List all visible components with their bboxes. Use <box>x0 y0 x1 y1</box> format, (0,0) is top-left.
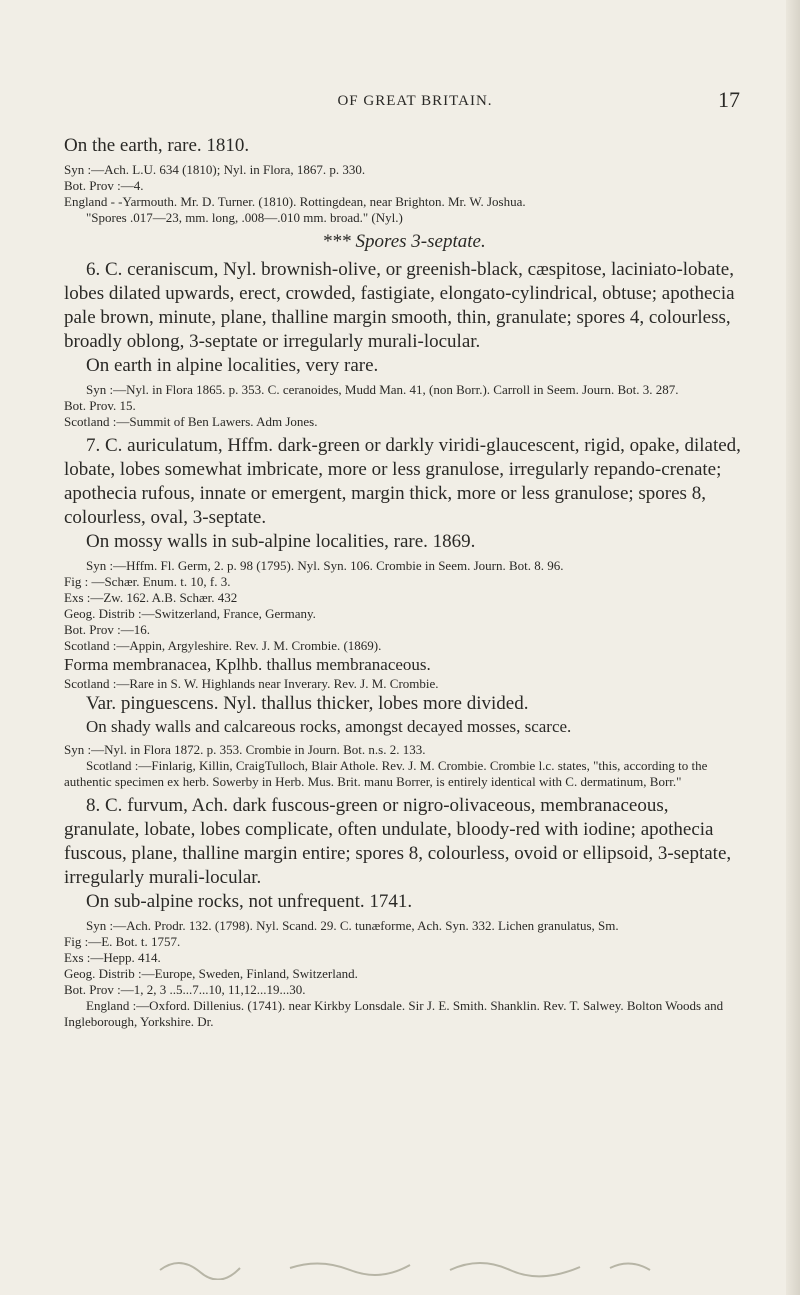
page-edge-shadow <box>786 0 800 1295</box>
species-7-forma: Forma membranacea, Kplhb. thallus membranaceous. <box>64 655 431 674</box>
species-8-england: England :—Oxford. Dillenius. (1741). near Kirkby Lonsdale. Sir J. E. Smith. Shanklin. Rev. T. Salwey. Bolton Woods and Ingleborough, Yorkshire. Dr. <box>64 998 724 1029</box>
species-8-habitat: On sub-alpine rocks, not unfrequent. 1741. <box>86 891 413 912</box>
running-title: OF GREAT BRITAIN. <box>337 93 493 109</box>
species-8-synonyms: Syn :—Ach. Prodr. 132. (1798). Nyl. Scand. 29. C. tunæforme, Ach. Syn. 332. Lichen granulatus, Sm. <box>86 918 619 933</box>
species-7-variety-scotland: Scotland :—Finlarig, Killin, CraigTulloch, Blair Athole. Rev. J. M. Crombie. Crombie l.c. states, "this, according to the authentic specimen ex herb. Sowerby in Herb. Mus. Brit. manu Borrer, is entirely identical with C. dermatinum, Borr." <box>64 758 708 789</box>
intro-england-localities: England - -Yarmouth. Mr. D. Turner. (1810). Rottingdean, near Brighton. Mr. W. Joshua. <box>64 194 526 209</box>
page-header <box>60 87 770 123</box>
section-subheading: *** Spores 3-septate. <box>322 231 486 252</box>
bleed-through-marks <box>150 1250 690 1280</box>
species-7-forma-scotland: Scotland :—Rare in S. W. Highlands near Inverary. Rev. J. M. Crombie. <box>64 676 439 691</box>
page-number: 17 <box>718 87 740 112</box>
species-7-scotland: Scotland :—Appin, Argyleshire. Rev. J. M. Crombie. (1869). <box>64 638 382 653</box>
species-6-habitat: On earth in alpine localities, very rare. <box>86 355 379 376</box>
species-8-description: 8. C. furvum, Ach. dark fuscous-green or nigro-olivaceous, membranaceous, granulate, lobate, lobes complicate, often undulate, bloody-red with iodine; apothecia fuscous, plane, thalline margin entire; spores 8, colourless, ovoid or ellipsoid, 3-septate, irregularly murali-locular. <box>64 795 732 888</box>
species-7-botanical-province: Bot. Prov :—16. <box>64 622 150 637</box>
intro-botanical-province: Bot. Prov :—4. <box>64 178 144 193</box>
species-6-botanical-province: Bot. Prov. 15. <box>64 398 136 413</box>
species-8-geographic-distribution: Geog. Distrib :—Europe, Sweden, Finland, Switzerland. <box>64 966 358 981</box>
intro-spores-quote: "Spores .017—23, mm. long, .008—.010 mm. broad." (Nyl.) <box>86 210 403 225</box>
species-7-geographic-distribution: Geog. Distrib :—Switzerland, France, Germany. <box>64 606 316 621</box>
species-7-variety-synonyms: Syn :—Nyl. in Flora 1872. p. 353. Crombie in Journ. Bot. n.s. 2. 133. <box>64 742 426 757</box>
species-8-exsiccatae: Exs :—Hepp. 414. <box>64 950 161 965</box>
intro-habitat: On the earth, rare. 1810. <box>64 135 250 156</box>
species-6-scotland: Scotland :—Summit of Ben Lawers. Adm Jones. <box>64 414 318 429</box>
species-7-variety-habitat: On shady walls and calcareous rocks, amongst decayed mosses, scarce. <box>86 717 572 736</box>
species-7-exsiccatae: Exs :—Zw. 162. A.B. Schær. 432 <box>64 590 238 605</box>
species-7-habitat: On mossy walls in sub-alpine localities, rare. 1869. <box>86 531 476 552</box>
species-7-synonyms: Syn :—Hffm. Fl. Germ, 2. p. 98 (1795). Nyl. Syn. 106. Crombie in Seem. Journ. Bot. 8. 96. <box>86 558 564 573</box>
intro-synonyms: Syn :—Ach. L.U. 634 (1810); Nyl. in Flora, 1867. p. 330. <box>64 162 366 177</box>
species-7-variety: Var. pinguescens. Nyl. thallus thicker, lobes more divided. <box>86 693 529 714</box>
species-7-figure: Fig : —Schær. Enum. t. 10, f. 3. <box>64 574 231 589</box>
species-6-synonyms: Syn :—Nyl. in Flora 1865. p. 353. C. ceranoides, Mudd Man. 41, (non Borr.). Carroll in Seem. Journ. Bot. 3. 287. <box>86 382 679 397</box>
species-6-description: 6. C. ceraniscum, Nyl. brownish-olive, or greenish-black, cæspitose, laciniato-lobate, lobes dilated upwards, erect, crowded, fastigiate, elongato-cylindrical, obtuse; apothecia pale brown, minute, plane, thalline margin smooth, thin, granulate; spores 4, colourless, broadly oblong, 3-septate or irregularly murali-locular. <box>64 259 735 352</box>
species-7-description: 7. C. auriculatum, Hffm. dark-green or darkly viridi-glaucescent, rigid, opake, dilated, lobate, lobes somewhat imbricate, more or less granulose, irregularly repando-crenate; apothecia rufous, innate or emergent, margin thick, more or less granulose; spores 8, colourless, oval, 3-septate. <box>64 435 741 528</box>
species-8-figure: Fig :—E. Bot. t. 1757. <box>64 934 181 949</box>
page-body <box>64 134 744 1030</box>
species-8-botanical-province: Bot. Prov :—1, 2, 3 ..5...7...10, 11,12...19...30. <box>64 982 306 997</box>
